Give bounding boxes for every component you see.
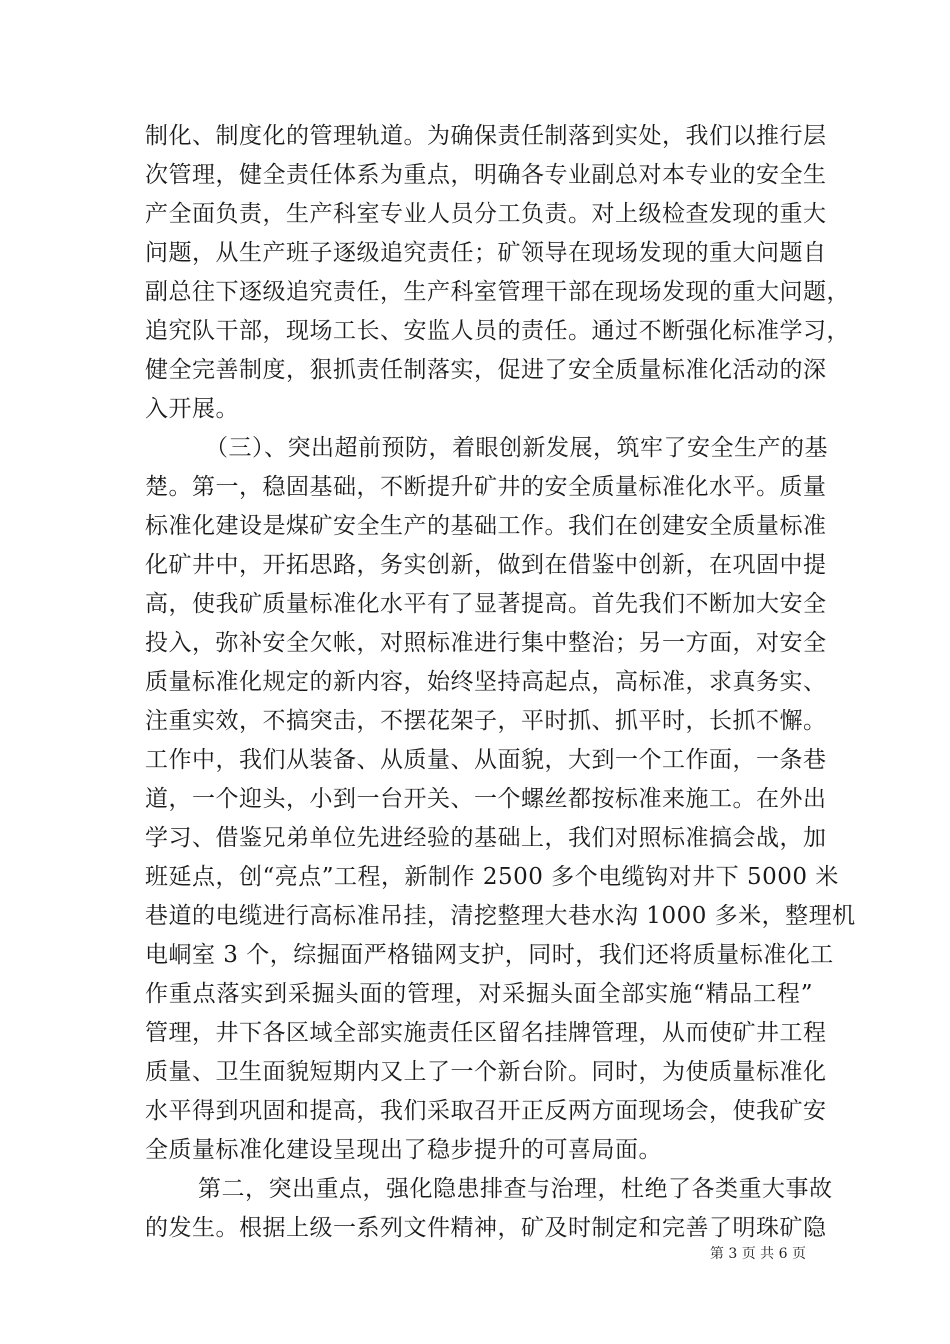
body-text-line: 全质量标准化建设呈现出了稳步提升的可喜局面。 bbox=[145, 1137, 662, 1163]
page-number-footer: 第 3 页 共 6 页 bbox=[709, 1246, 806, 1262]
body-text-line: 水平得到巩固和提高，我们采取召开正反两方面现场会，使我矿安 bbox=[145, 1098, 827, 1124]
body-text-line: 学习、借鉴兄弟单位先进经验的基础上，我们对照标准搞会战，加 bbox=[145, 825, 827, 851]
body-text-line: 产全面负责，生产科室专业人员分工负责。对上级检查发现的重大 bbox=[145, 201, 827, 227]
body-text-line: 楚。第一，稳固基础，不断提升矿井的安全质量标准化水平。质量 bbox=[145, 474, 827, 500]
body-text-line: 道，一个迎头，小到一台开关、一个螺丝都按标准来施工。在外出 bbox=[145, 786, 827, 812]
body-text-line: 高，使我矿质量标准化水平有了显著提高。首先我们不断加大安全 bbox=[145, 591, 827, 617]
body-text-line: 投入，弥补安全欠帐，对照标准进行集中整治；另一方面，对安全 bbox=[145, 630, 827, 656]
body-text-line: 巷道的电缆进行高标准吊挂，清挖整理大巷水沟 1000 多米，整理机 bbox=[145, 903, 856, 929]
body-text-line: 追究队干部，现场工长、安监人员的责任。通过不断强化标准学习， bbox=[145, 318, 850, 344]
body-text-line: 次管理，健全责任体系为重点，明确各专业副总对本专业的安全生 bbox=[145, 162, 827, 188]
body-text-line: 质量标准化规定的新内容，始终坚持高起点，高标准，求真务实、 bbox=[145, 669, 827, 695]
body-text-line: 注重实效，不搞突击，不摆花架子，平时抓、抓平时，长抓不懈。 bbox=[145, 708, 827, 734]
body-text-line: 健全完善制度，狠抓责任制落实，促进了安全质量标准化活动的深 bbox=[145, 357, 827, 383]
body-text-line: 班延点，创“亮点”工程，新制作 2500 多个电缆钩对井下 5000 米 bbox=[145, 864, 839, 890]
body-text-line: 入开展。 bbox=[145, 396, 239, 422]
body-text-line: 质量、卫生面貌短期内又上了一个新台阶。同时，为使质量标准化 bbox=[145, 1059, 827, 1085]
paragraph-start-line: （三）、突出超前预防，着眼创新发展，筑牢了安全生产的基 bbox=[205, 435, 828, 461]
body-text-line: 化矿井中，开拓思路，务实创新，做到在借鉴中创新，在巩固中提 bbox=[145, 552, 827, 578]
body-text-line: 问题，从生产班子逐级追究责任；矿领导在现场发现的重大问题自 bbox=[145, 240, 827, 266]
body-text-line: 的发生。根据上级一系列文件精神，矿及时制定和完善了明珠矿隐 bbox=[145, 1215, 827, 1241]
body-text-line: 作重点落实到采掘头面的管理，对采掘头面全部实施“精品工程” bbox=[145, 981, 813, 1007]
body-text-line: 电峒室 3 个，综掘面严格锚网支护，同时，我们还将质量标准化工 bbox=[145, 942, 834, 968]
body-text-line: 制化、制度化的管理轨道。为确保责任制落到实处，我们以推行层 bbox=[145, 123, 827, 149]
body-text-line: 副总往下逐级追究责任，生产科室管理干部在现场发现的重大问题， bbox=[145, 279, 850, 305]
paragraph-start-line: 第二，突出重点，强化隐患排查与治理，杜绝了各类重大事故 bbox=[198, 1176, 833, 1202]
body-text-line: 标准化建设是煤矿安全生产的基础工作。我们在创建安全质量标准 bbox=[145, 513, 827, 539]
body-text-line: 管理，井下各区域全部实施责任区留名挂牌管理，从而使矿井工程 bbox=[145, 1020, 827, 1046]
body-text-line: 工作中，我们从装备、从质量、从面貌，大到一个工作面，一条巷 bbox=[145, 747, 827, 773]
